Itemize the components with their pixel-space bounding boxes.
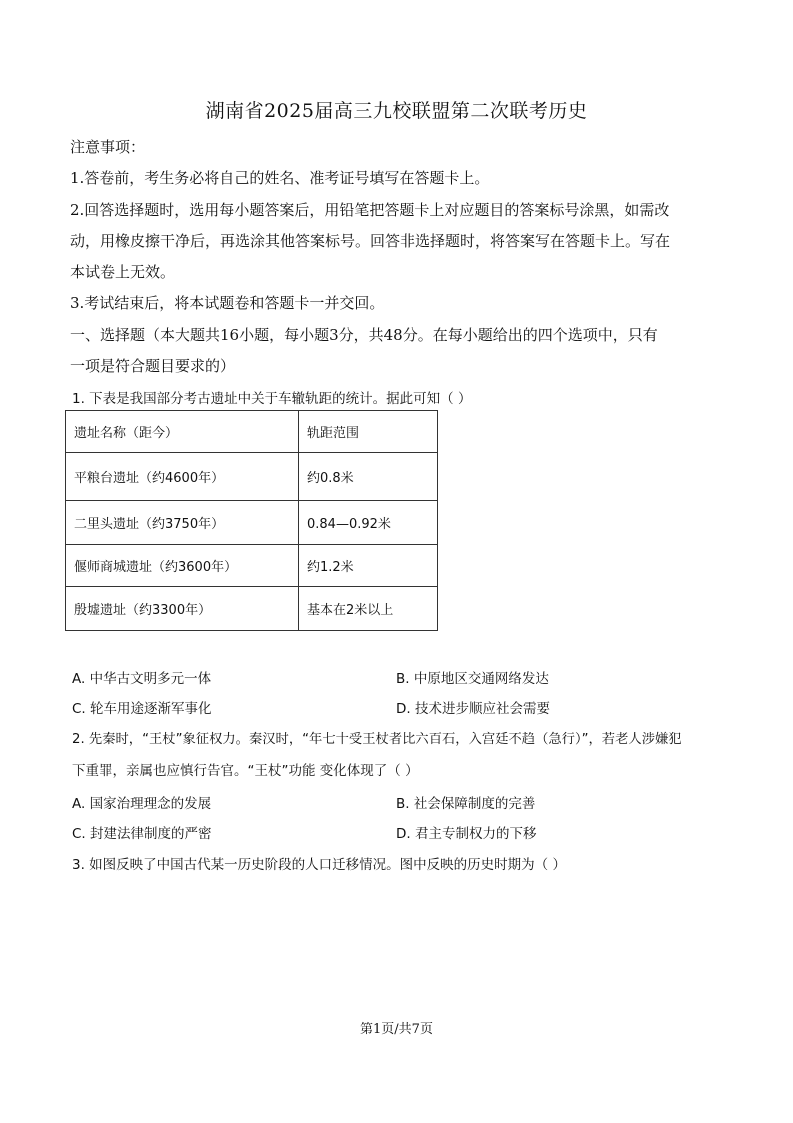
question-2-stem-line-2: 下重罪，亲属也应慎行告官。“王杖”功能 变化体现了（ ） xyxy=(72,763,419,779)
table-row xyxy=(66,501,438,545)
question-2-stem-line-1: 2. 先秦时，“王杖”象征权力。秦汉时，“年七十受王杖者比六百石，入宫廷不趋（急行）”，若老人涉嫌犯 xyxy=(72,732,682,747)
question-1-option-a: A. 中华古文明多元一体 xyxy=(72,671,212,687)
table-cell: 基本在2米以上 xyxy=(299,587,438,631)
question-1-option-b: B. 中原地区交通网络发达 xyxy=(396,671,549,687)
page-footer: 第1页/共7页 xyxy=(360,1022,433,1037)
table-cell: 二里头遗址（约3750年） xyxy=(66,501,299,545)
table-header-row xyxy=(66,411,438,453)
table-cell: 偃师商城遗址（约3600年） xyxy=(66,545,299,587)
table-header-cell: 轨距范围 xyxy=(299,411,438,453)
question-1-stem: 1. 下表是我国部分考古遗址中关于车辙轨距的统计。据此可知（ ） xyxy=(72,391,472,407)
page-title: 湖南省2025届高三九校联盟第二次联考历史 xyxy=(205,100,588,122)
table-cell: 殷墟遗址（约3300年） xyxy=(66,587,299,631)
table-row xyxy=(66,453,438,501)
table-cell: 平粮台遗址（约4600年） xyxy=(66,453,299,501)
section-heading-line-1: 一、选择题（本大题共16小题，每小题3分，共48分。在每小题给出的四个选项中，只有 xyxy=(70,326,658,344)
question-2-option-d: D. 君主专制权力的下移 xyxy=(396,826,537,842)
question-2-option-c: C. 封建法律制度的严密 xyxy=(72,826,212,842)
table-cell: 约0.8米 xyxy=(299,453,438,501)
question-3-stem: 3. 如图反映了中国古代某一历史阶段的人口迁移情况。图中反映的历史时期为（ ） xyxy=(72,857,566,873)
question-1-option-d: D. 技术进步顺应社会需要 xyxy=(396,701,550,717)
notice-heading: 注意事项： xyxy=(70,138,146,156)
notice-item-3: 3.考试结束后，将本试题卷和答题卡一并交回。 xyxy=(70,294,385,312)
notice-item-2-line-2: 动，用橡皮擦干净后，再选涂其他答案标号。回答非选择题时，将答案写在答题卡上。写在 xyxy=(70,232,671,250)
notice-item-2-line-3: 本试卷上无效。 xyxy=(70,263,176,281)
question-2-option-b: B. 社会保障制度的完善 xyxy=(396,796,536,812)
table-cell: 0.84—0.92米 xyxy=(299,501,438,545)
question-1-option-c: C. 轮车用途逐渐军事化 xyxy=(72,701,212,717)
table-cell: 约1.2米 xyxy=(299,545,438,587)
section-heading-line-2: 一项是符合题目要求的） xyxy=(70,357,236,375)
table-header-cell: 遗址名称（距今） xyxy=(66,411,299,453)
question-2-option-a: A. 国家治理理念的发展 xyxy=(72,796,212,812)
table-row xyxy=(66,545,438,587)
notice-item-1: 1.答卷前，考生务必将自己的姓名、准考证号填写在答题卡上。 xyxy=(70,169,490,187)
table-row xyxy=(66,587,438,631)
track-gauge-table xyxy=(65,410,438,631)
notice-item-2-line-1: 2.回答选择题时，选用每小题答案后，用铅笔把答题卡上对应题目的答案标号涂黑，如需改 xyxy=(70,201,670,219)
